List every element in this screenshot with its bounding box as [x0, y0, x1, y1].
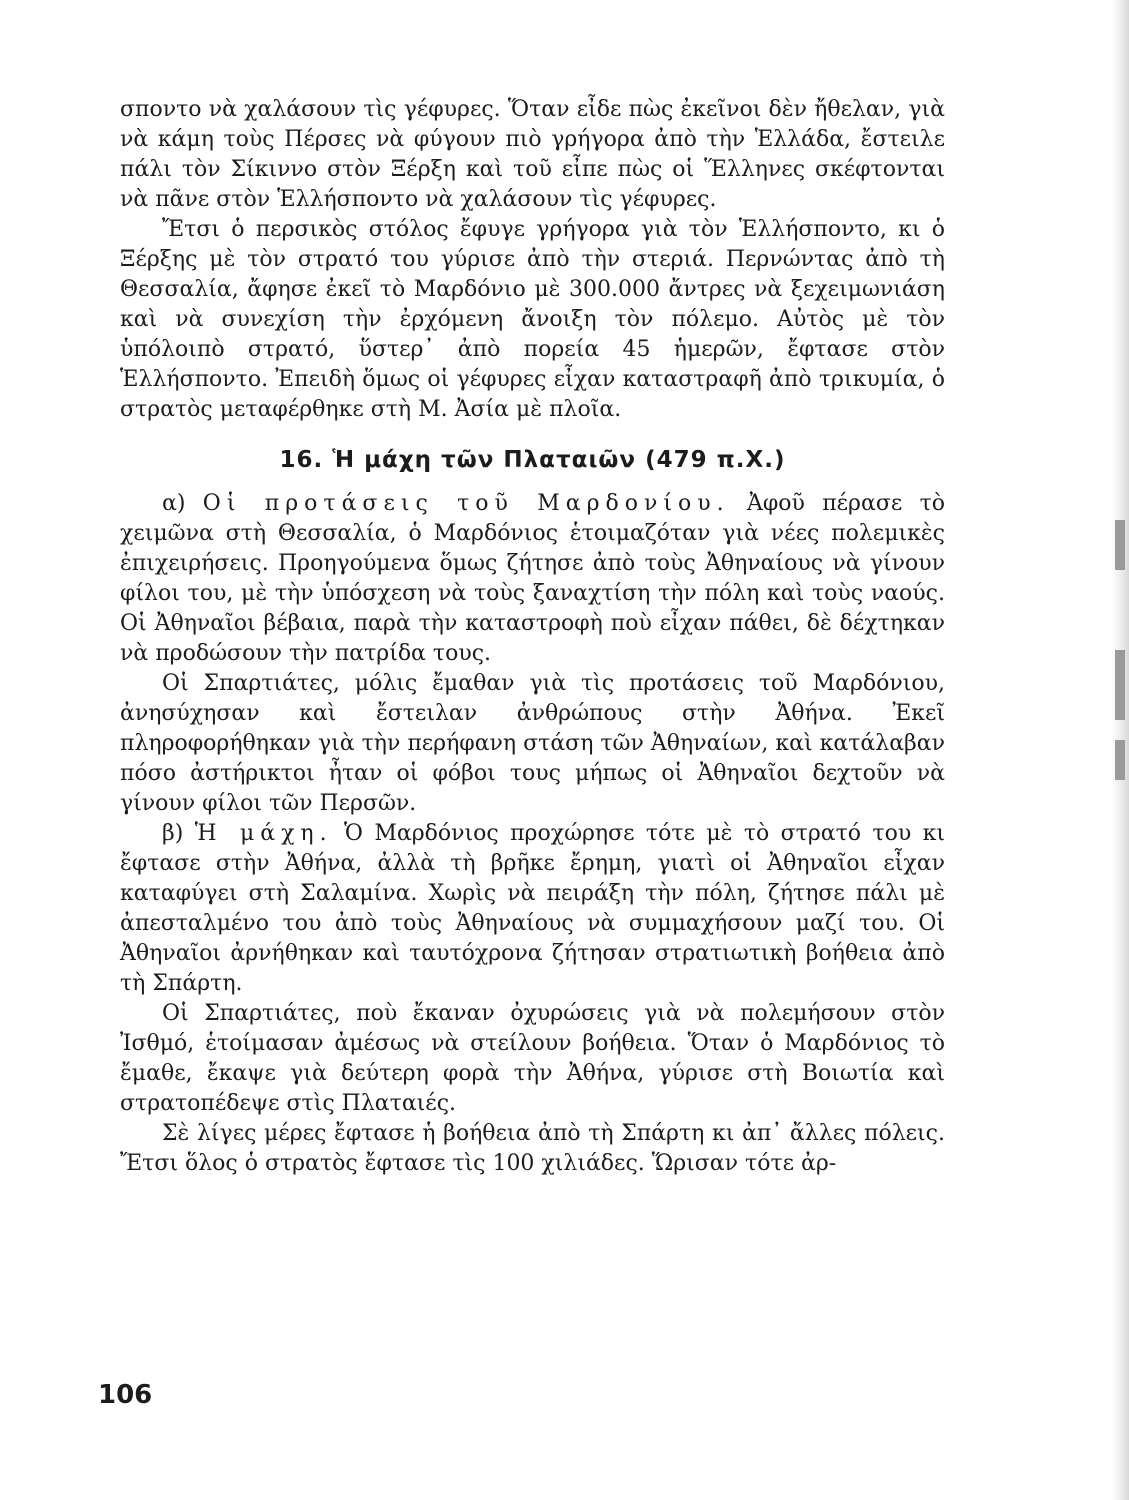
- retreat-paragraph: Ἔτσι ὁ περσικὸς στόλος ἔφυγε γρήγορα γιὰ τὸν Ἑλλήσποντο, κι ὁ Ξέρξης μὲ τὸν στρατό του γύρισε ἀπὸ τὴν στεριά. Περνώντας ἀπὸ τὴ Θεσσαλία, ἄφησε ἐκεῖ τὸ Μαρδόνιο μὲ 300.000 ἄντρες νὰ ξεχειμωνιάση καὶ νὰ συνεχίση τὴν ἐρχόμενη ἄνοιξη τὸν πόλεμο. Αὐτὸς μὲ τὸν ὑπόλοιπὸ στρατό, ὕστερ᾽ ἀπὸ πορεία 45 ἡμερῶν, ἔφτασε στὸν Ἑλλήσποντο. Ἐπειδὴ ὅμως οἱ γέφυρες εἶχαν καταστραφῆ ἀπὸ τρικυμία, ὁ στρατὸς μεταφέρθηκε στὴ Μ. Ἀσία μὲ πλοῖα.: [120, 217, 945, 422]
- section-b-title: Ἡ μάχη.: [194, 821, 333, 846]
- section-heading: 16. Ἡ μάχη τῶν Πλαταιῶν (479 π.Χ.): [279, 447, 786, 473]
- section-a-text: Ἀφοῦ πέρασε τὸ χειμῶνα στὴ Θεσσαλία, ὁ Μαρδόνιος ἑτοιμαζόταν γιὰ νέες πολεμικὲς ἐπιχειρήσεις. Προηγούμενα ὅμως ζήτησε ἀπὸ τοὺς Ἀθηναίους νὰ γίνουν φίλοι του, μὲ τὴν ὑπόσχεση νὰ τοὺς ξαναχτίση τὴν πόλη καὶ τοὺς ναούς. Οἱ Ἀθηναῖοι βέβαια, παρὰ τὴν καταστροφὴ ποὺ εἶχαν πάθει, δὲ δέχτηκαν νὰ προδώσουν τὴν πατρίδα τους.: [120, 491, 945, 666]
- intro-paragraph: σποντο νὰ χαλάσουν τὶς γέφυρες. Ὅταν εἶδε πὼς ἐκεῖνοι δὲν ἤθελαν, γιὰ νὰ κάμη τοὺς Πέρσες νὰ φύγουν πιὸ γρήγορα ἀπὸ τὴν Ἑλλάδα, ἔστειλε πάλι τὸν Σίκιννο στὸν Ξέρξη καὶ τοῦ εἶπε πὼς οἱ Ἕλληνες σκέφτονται νὰ πᾶνε στὸν Ἑλλήσποντο νὰ χαλάσουν τὶς γέφυρες.: [120, 97, 945, 212]
- spartans-paragraph-1: Οἱ Σπαρτιάτες, μόλις ἔμαθαν γιὰ τὶς προτάσεις τοῦ Μαρδόνιου, ἀνησύχησαν καὶ ἔστειλαν ἀνθρώπους στὴν Ἀθήνα. Ἐκεῖ πληροφορήθηκαν γιὰ τὴν περήφανη στάση τῶν Ἀθηναίων, καὶ κατάλαβαν πόσο ἀστήρικτοι ἦταν οἱ φόβοι τους μήπως οἱ Ἀθηναῖοι δεχτοῦν νὰ γίνουν φίλοι τῶν Περσῶν.: [120, 671, 945, 816]
- section-b-label: β): [162, 821, 184, 846]
- section-b-paragraph: [120, 819, 945, 999]
- page-body: [120, 95, 945, 1179]
- final-paragraph: Σὲ λίγες μέρες ἔφτασε ἡ βοήθεια ἀπὸ τὴ Σπάρτη κι ἀπ᾽ ἄλλες πόλεις. Ἔτσι ὅλος ὁ στρατὸς ἔφτασε τὶς 100 χιλιάδες. Ὥρισαν τότε ἀρ-: [120, 1121, 945, 1176]
- section-a-paragraph: [120, 489, 945, 669]
- spartans-paragraph-2: Οἱ Σπαρτιάτες, ποὺ ἔκαναν ὀχυρώσεις γιὰ νὰ πολεμήσουν στὸν Ἰσθμό, ἑτοίμασαν ἀμέσως νὰ στείλουν βοήθεια. Ὅταν ὁ Μαρδόνιος τὸ ἔμαθε, ἔκαψε γιὰ δεύτερη φορὰ τὴν Ἀθήνα, γύρισε στὴ Βοιωτία καὶ στρατοπέδεψε στὶς Πλαταιές.: [120, 1001, 945, 1116]
- section-a-label: α): [162, 491, 186, 516]
- section-b-text: Ὁ Μαρδόνιος προχώρησε τότε μὲ τὸ στρατό του κι ἔφτασε στὴν Ἀθήνα, ἀλλὰ τὴ βρῆκε ἔρημη, γιατὶ οἱ Ἀθηναῖοι εἶχαν καταφύγει στὴ Σαλαμίνα. Χωρὶς νὰ πειράξη τὴν πόλη, ζήτησε πάλι μὲ ἀπεσταλμένο του ἀπὸ τοὺς Ἀθηναίους νὰ συμμαχήσουν μαζί του. Οἱ Ἀθηναῖοι ἀρνήθηκαν καὶ ταυτόχρονα ζήτησαν στρατιωτικὴ βοήθεια ἀπὸ τὴ Σπάρτη.: [120, 821, 945, 996]
- section-a-title: Οἱ προτάσεις τοῦ Μαρδονίου.: [202, 491, 730, 516]
- page-number: 106: [98, 1380, 153, 1410]
